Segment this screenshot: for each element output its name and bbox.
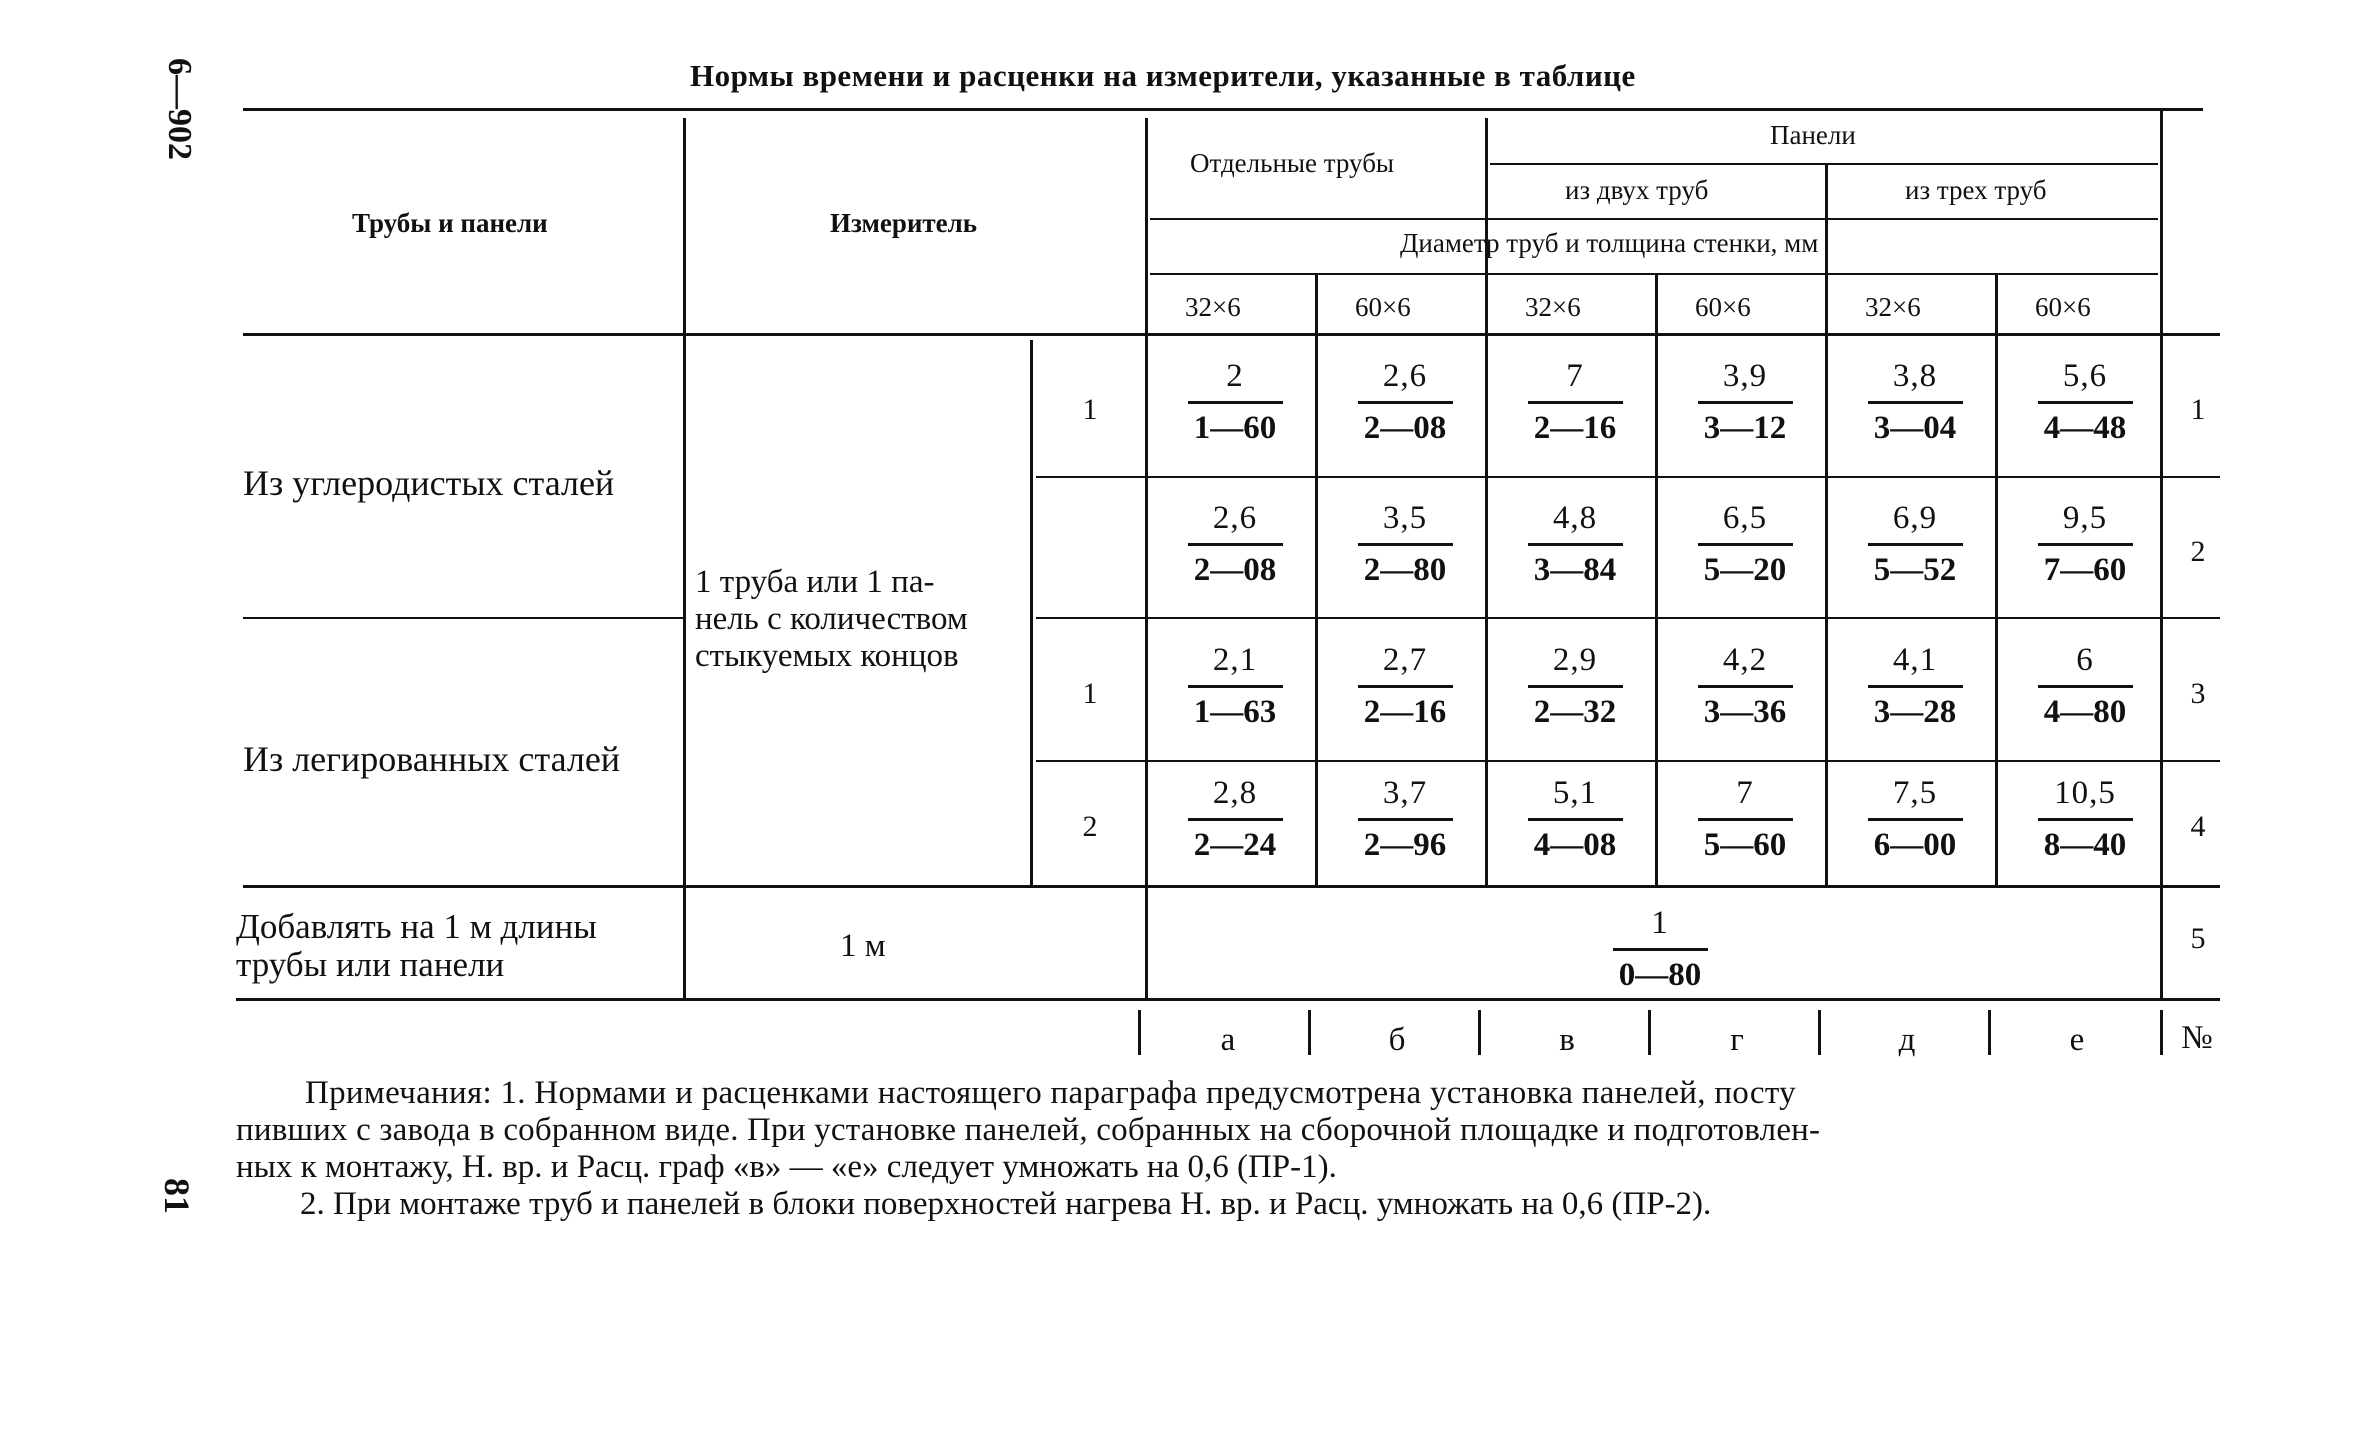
size-header-1: 60×6 bbox=[1355, 292, 1411, 322]
table-cell bbox=[1340, 358, 1470, 447]
cell-norm-time: 3,9 bbox=[1698, 358, 1793, 404]
vline-h bbox=[1995, 273, 1998, 885]
vline-a bbox=[683, 118, 686, 998]
rule-carbon-bottom bbox=[243, 617, 683, 619]
note-line3: ных к монтажу, Н. вр. и Расц. граф «в» — «е» следует умножать на 0,6 (ПР-1). bbox=[236, 1149, 1337, 1185]
cell-rate: 2—32 bbox=[1533, 694, 1617, 730]
cell-rate: 2—08 bbox=[1193, 552, 1277, 588]
cell-rate: 4—48 bbox=[2043, 410, 2127, 446]
add-row-number: 5 bbox=[2190, 922, 2206, 955]
cell-norm-time: 4,1 bbox=[1868, 642, 1963, 688]
cell-norm-time: 5,1 bbox=[1528, 775, 1623, 821]
measure-line1: 1 труба или 1 па- bbox=[695, 564, 935, 600]
no-label: № bbox=[2181, 1020, 2213, 1056]
cell-norm-time: 3,7 bbox=[1358, 775, 1453, 821]
rule-data-bottom bbox=[243, 885, 2220, 888]
cell-rate: 8—40 bbox=[2043, 827, 2127, 863]
row-number: 2 bbox=[2190, 535, 2206, 568]
rule-header-bottom bbox=[243, 333, 2220, 336]
vline-h-bottom bbox=[1988, 1010, 1991, 1055]
cell-norm-time: 2,8 bbox=[1188, 775, 1283, 821]
note-line1: Примечания: 1. Нормами и расценками настоящего параграфа предусмотрена установка панелей, посту bbox=[305, 1075, 1796, 1111]
vline-b bbox=[1030, 340, 1033, 885]
measure-line2: нель с количеством bbox=[695, 601, 968, 637]
measure-line3: стыкуемых концов bbox=[695, 638, 959, 674]
cell-norm-time: 4,8 bbox=[1528, 500, 1623, 546]
cell-norm-time: 7 bbox=[1528, 358, 1623, 404]
note-line4: 2. При монтаже труб и панелей в блоки поверхностей нагрева Н. вр. и Расц. умножать на 0,6 (ПР-2). bbox=[300, 1186, 1712, 1222]
size-header-2: 32×6 bbox=[1525, 292, 1581, 322]
row-ends-count: 2 bbox=[1082, 810, 1098, 843]
size-header-4: 32×6 bbox=[1865, 292, 1921, 322]
cell-rate: 3—28 bbox=[1873, 694, 1957, 730]
table-cell bbox=[2020, 642, 2150, 731]
vline-g bbox=[1825, 163, 1828, 885]
note-line2: пивших с завода в собранном виде. При установке панелей, собранных на сборочной площадке и подготовлен- bbox=[236, 1112, 1821, 1148]
cell-rate: 3—12 bbox=[1703, 410, 1787, 446]
size-header-0: 32×6 bbox=[1185, 292, 1241, 322]
group-alloy-label: Из легированных сталей bbox=[243, 739, 621, 779]
cell-norm-time: 7,5 bbox=[1868, 775, 1963, 821]
row-ends-count: 1 bbox=[1082, 393, 1098, 426]
table-cell bbox=[1850, 358, 1980, 447]
cell-norm-time: 6 bbox=[2038, 642, 2133, 688]
cell-rate: 3—36 bbox=[1703, 694, 1787, 730]
vline-i bbox=[2160, 108, 2163, 998]
row-ends-count: 1 bbox=[1082, 677, 1098, 710]
column-letter: а bbox=[1220, 1022, 1236, 1058]
cell-rate: 5—20 bbox=[1703, 552, 1787, 588]
vline-f-bottom bbox=[1648, 1010, 1651, 1055]
header-three-pipes: из трех труб bbox=[1905, 175, 2047, 205]
cell-rate: 4—08 bbox=[1533, 827, 1617, 863]
table-cell bbox=[1850, 775, 1980, 864]
rule-row2 bbox=[1036, 617, 2220, 619]
cell-norm-time: 6,9 bbox=[1868, 500, 1963, 546]
cell-norm-time: 9,5 bbox=[2038, 500, 2133, 546]
cell-norm-time: 2,7 bbox=[1358, 642, 1453, 688]
cell-rate: 5—60 bbox=[1703, 827, 1787, 863]
rule-add-bottom bbox=[236, 998, 2220, 1001]
header-separate-pipes: Отдельные трубы bbox=[1190, 148, 1395, 178]
table-cell bbox=[1510, 500, 1640, 589]
add-row-measure: 1 м bbox=[840, 928, 886, 964]
rule-diameter-top bbox=[1150, 218, 2158, 220]
rule-row3 bbox=[1036, 760, 2220, 762]
vline-c bbox=[1145, 118, 1148, 998]
cell-norm-time: 2,6 bbox=[1188, 500, 1283, 546]
table-cell bbox=[1680, 500, 1810, 589]
page-number: 81 bbox=[157, 1178, 197, 1214]
table-cell bbox=[1680, 642, 1810, 731]
row-number: 4 bbox=[2190, 810, 2206, 843]
cell-rate: 3—84 bbox=[1533, 552, 1617, 588]
cell-rate: 6—00 bbox=[1873, 827, 1957, 863]
page-code: 6—902 bbox=[161, 58, 198, 160]
row-number: 3 bbox=[2190, 677, 2206, 710]
cell-rate: 1—60 bbox=[1193, 410, 1277, 446]
cell-rate: 5—52 bbox=[1873, 552, 1957, 588]
vline-g-bottom bbox=[1818, 1010, 1821, 1055]
table-cell bbox=[1680, 775, 1810, 864]
column-letter: г bbox=[1730, 1022, 1744, 1058]
cell-rate: 3—04 bbox=[1873, 410, 1957, 446]
cell-rate: 2—24 bbox=[1193, 827, 1277, 863]
table-cell bbox=[1510, 642, 1640, 731]
cell-norm-time: 7 bbox=[1698, 775, 1793, 821]
table-cell bbox=[1850, 642, 1980, 731]
cell-rate: 2—08 bbox=[1363, 410, 1447, 446]
table-cell bbox=[1170, 642, 1300, 731]
cell-norm-time: 5,6 bbox=[2038, 358, 2133, 404]
cell-norm-time: 3,5 bbox=[1358, 500, 1453, 546]
header-measure: Измеритель bbox=[830, 208, 978, 238]
column-letter: д bbox=[1898, 1022, 1916, 1058]
vline-c-bottom bbox=[1138, 1010, 1141, 1055]
page-title: Нормы времени и расценки на измерители, указанные в таблице bbox=[690, 58, 1636, 93]
rule-top bbox=[243, 108, 2203, 111]
add-row-label-line2: трубы или панели bbox=[236, 945, 505, 984]
table-cell bbox=[1850, 500, 1980, 589]
table-cell bbox=[1170, 500, 1300, 589]
size-header-5: 60×6 bbox=[2035, 292, 2091, 322]
table-cell bbox=[1680, 358, 1810, 447]
size-header-3: 60×6 bbox=[1695, 292, 1751, 322]
rule-row1 bbox=[1036, 476, 2220, 478]
table-cell bbox=[1340, 642, 1470, 731]
cell-norm-time: 10,5 bbox=[2038, 775, 2133, 821]
cell-norm-time: 3,8 bbox=[1868, 358, 1963, 404]
table-cell bbox=[1340, 775, 1470, 864]
rule-panels bbox=[1490, 163, 2158, 165]
add-row-value-bottom: 0—80 bbox=[1618, 957, 1702, 993]
cell-rate: 2—16 bbox=[1363, 694, 1447, 730]
table-cell bbox=[2020, 500, 2150, 589]
add-row-value-top: 1 bbox=[1613, 905, 1708, 951]
cell-norm-time: 2 bbox=[1188, 358, 1283, 404]
vline-f bbox=[1655, 273, 1658, 885]
rule-sizes-top bbox=[1150, 273, 2158, 275]
vline-i-bottom bbox=[2160, 1010, 2163, 1055]
table-cell bbox=[2020, 775, 2150, 864]
vline-d-bottom bbox=[1308, 1010, 1311, 1055]
header-two-pipes: из двух труб bbox=[1565, 175, 1709, 205]
cell-norm-time: 6,5 bbox=[1698, 500, 1793, 546]
vline-e-bottom bbox=[1478, 1010, 1481, 1055]
cell-norm-time: 2,9 bbox=[1528, 642, 1623, 688]
header-pipes-panels: Трубы и панели bbox=[352, 208, 548, 238]
group-carbon-label: Из углеродистых сталей bbox=[243, 463, 615, 503]
cell-rate: 1—63 bbox=[1193, 694, 1277, 730]
cell-rate: 7—60 bbox=[2043, 552, 2127, 588]
cell-rate: 2—16 bbox=[1533, 410, 1617, 446]
table-cell bbox=[1510, 358, 1640, 447]
column-letter: е bbox=[2069, 1022, 2085, 1058]
column-letter: б bbox=[1388, 1022, 1406, 1058]
cell-rate: 4—80 bbox=[2043, 694, 2127, 730]
cell-norm-time: 4,2 bbox=[1698, 642, 1793, 688]
cell-norm-time: 2,1 bbox=[1188, 642, 1283, 688]
header-diameter: Диаметр труб и толщина стенки, мм bbox=[1400, 228, 1819, 258]
table-cell bbox=[1510, 775, 1640, 864]
cell-rate: 2—80 bbox=[1363, 552, 1447, 588]
table-cell bbox=[2020, 358, 2150, 447]
column-letter: в bbox=[1559, 1022, 1575, 1058]
add-row-value bbox=[1595, 905, 1725, 994]
add-row-label-line1: Добавлять на 1 м длины bbox=[236, 907, 597, 946]
header-panels: Панели bbox=[1770, 120, 1856, 150]
cell-norm-time: 2,6 bbox=[1358, 358, 1453, 404]
cell-rate: 2—96 bbox=[1363, 827, 1447, 863]
table-cell bbox=[1340, 500, 1470, 589]
table-cell bbox=[1170, 775, 1300, 864]
vline-d bbox=[1315, 273, 1318, 885]
row-number: 1 bbox=[2190, 393, 2206, 426]
table-cell bbox=[1170, 358, 1300, 447]
